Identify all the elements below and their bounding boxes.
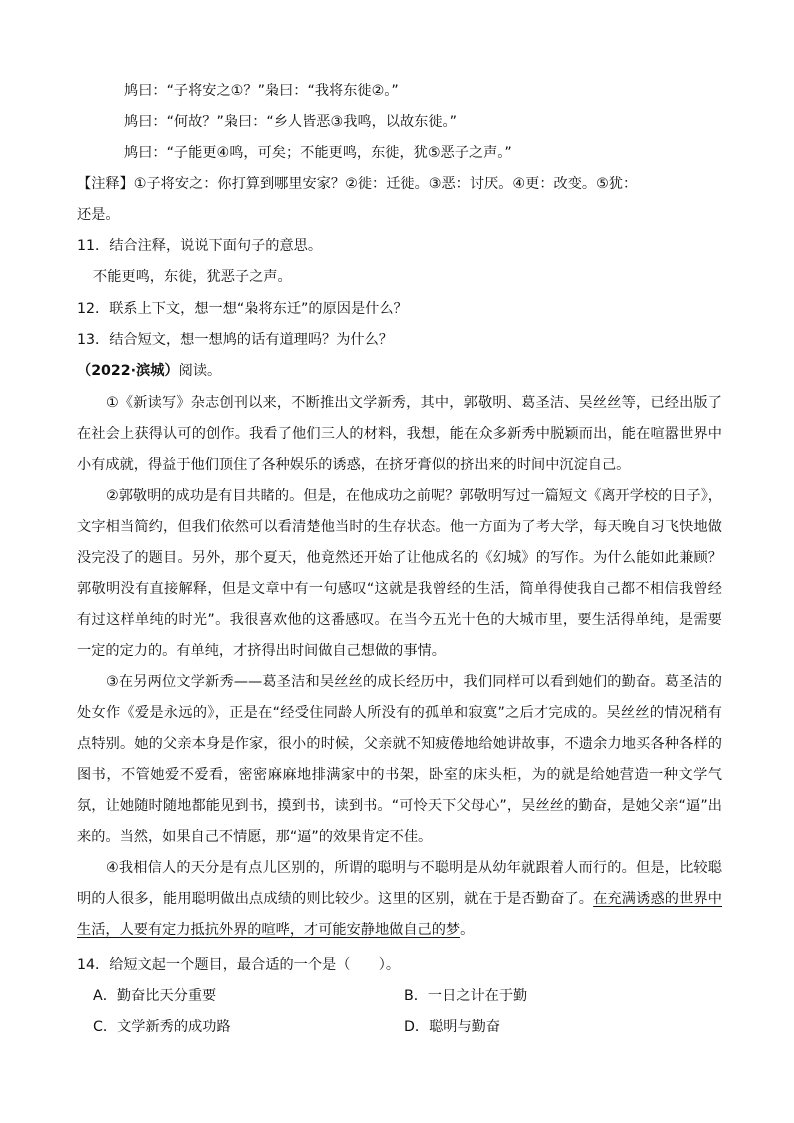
question-11-sentence: 不能更鸣，东徙，犹恶子之声。 (93, 269, 292, 285)
source-year: （2022·滨城） (77, 363, 179, 379)
option-a[interactable]: A．勤奋比天分重要 (93, 988, 217, 1004)
paragraph-4-end: 。 (460, 922, 475, 938)
paragraph-4-text: ④我相信人的天分是有点儿区别的，所谓的聪明与不聪明是从幼年就跟着人而行的。但是，比较聪明的人很多，能用聪明做出点成绩的则比较少。这里的区别，就在于是否勤奋了。 (77, 860, 722, 907)
passage-line-2: 鸠曰：“何故？”枭曰：“乡人皆恶③我鸣，以故东徙。” (124, 114, 457, 130)
option-d[interactable]: D．聪明与勤奋 (404, 1019, 501, 1035)
question-11: 11．结合注释，说说下面句子的意思。 (77, 238, 323, 254)
option-b[interactable]: B．一日之计在于勤 (404, 988, 528, 1004)
passage-line-1: 鸠曰：“子将安之①？”枭曰：“我将东徙②。” (124, 83, 399, 99)
paragraph-4-underlined-sentence: 在充满诱惑的世界中生活，人要有定力抵抗外界的喧哗，才可能安静地做自己的梦 (77, 891, 722, 938)
section-source (77, 360, 221, 382)
option-c[interactable]: C．文学新秀的成功路 (93, 1019, 231, 1035)
paragraph-3: ③在另两位文学新秀——葛圣洁和吴丝丝的成长经历中，我们同样可以看到她们的勤奋。葛圣洁的处女作《爱是永远的》，正是在“经受住同龄人所没有的孤单和寂寞”之后才完成的。吴丝丝的情况稍有点特别。她的父亲本身是作家，很小的时候，父亲就不知疲倦地给她讲故事，不遗余力地买各种各样的图书，不管她爱不爱看，密密麻麻地排满家中的书架，卧室的床头柜，为的就是给她营造一种文学气氛，让她随时随地都能见到书，摸到书，读到书。“可怜天下父母心”，吴丝丝的勤奋，是她父亲“逼”出来的。当然，如果自己不情愿，那“逼”的效果肯定不佳。 (77, 674, 722, 845)
question-14: 14．给短文起一个题目，最合适的一个是（ ）。 (77, 957, 401, 973)
source-read: 阅读。 (178, 363, 222, 379)
paragraph-2: ②郭敬明的成功是有目共睹的。但是，在他成功之前呢？郭敬明写过一篇短文《离开学校的日子》，文字相当简约，但我们依然可以看清楚他当时的生存状态。他一方面为了考大学，每天晚自习飞快地做没完没了的题目。另外，那个夏天，他竟然还开始了让他成名的《幻城》的写作。为什么能如此兼顾？郭敬明没有直接解释，但是文章中有一句感叹“这就是我曾经的生活，简单得使我自己都不相信我曾经有过这样单纯的时光”。我很喜欢他的这番感叹。在当今五光十色的大城市里，要生活得单纯，是需要一定的定力的。有单纯，才挤得出时间做自己想做的事情。 (77, 488, 722, 659)
question-13: 13．结合短文，想一想鸠的话有道理吗？为什么？ (77, 332, 393, 348)
notes-line-2: 还是。 (77, 207, 120, 223)
notes-line-1: 【注释】①子将安之：你打算到哪里安家？②徙：迁徙。③恶：讨厌。④更：改变。⑤犹： (77, 176, 638, 192)
paragraph-1: ①《新读写》杂志创刊以来，不断推出文学新秀，其中，郭敬明、葛圣洁、吴丝丝等，已经出版了在社会上获得认可的创作。我看了他们三人的材料，我想，能在众多新秀中脱颖而出，能在喧嚣世界中小有成就，得益于他们顶住了各种娱乐的诱惑，在挤牙膏似的挤出来的时间中沉淀自己。 (77, 395, 722, 473)
passage-line-3: 鸠曰：“子能更④鸣，可矣；不能更鸣，东徙，犹⑤恶子之声。” (124, 145, 512, 161)
question-12: 12．联系上下文，想一想“枭将东迁”的原因是什么？ (77, 301, 408, 317)
paragraph-4 (77, 853, 722, 946)
